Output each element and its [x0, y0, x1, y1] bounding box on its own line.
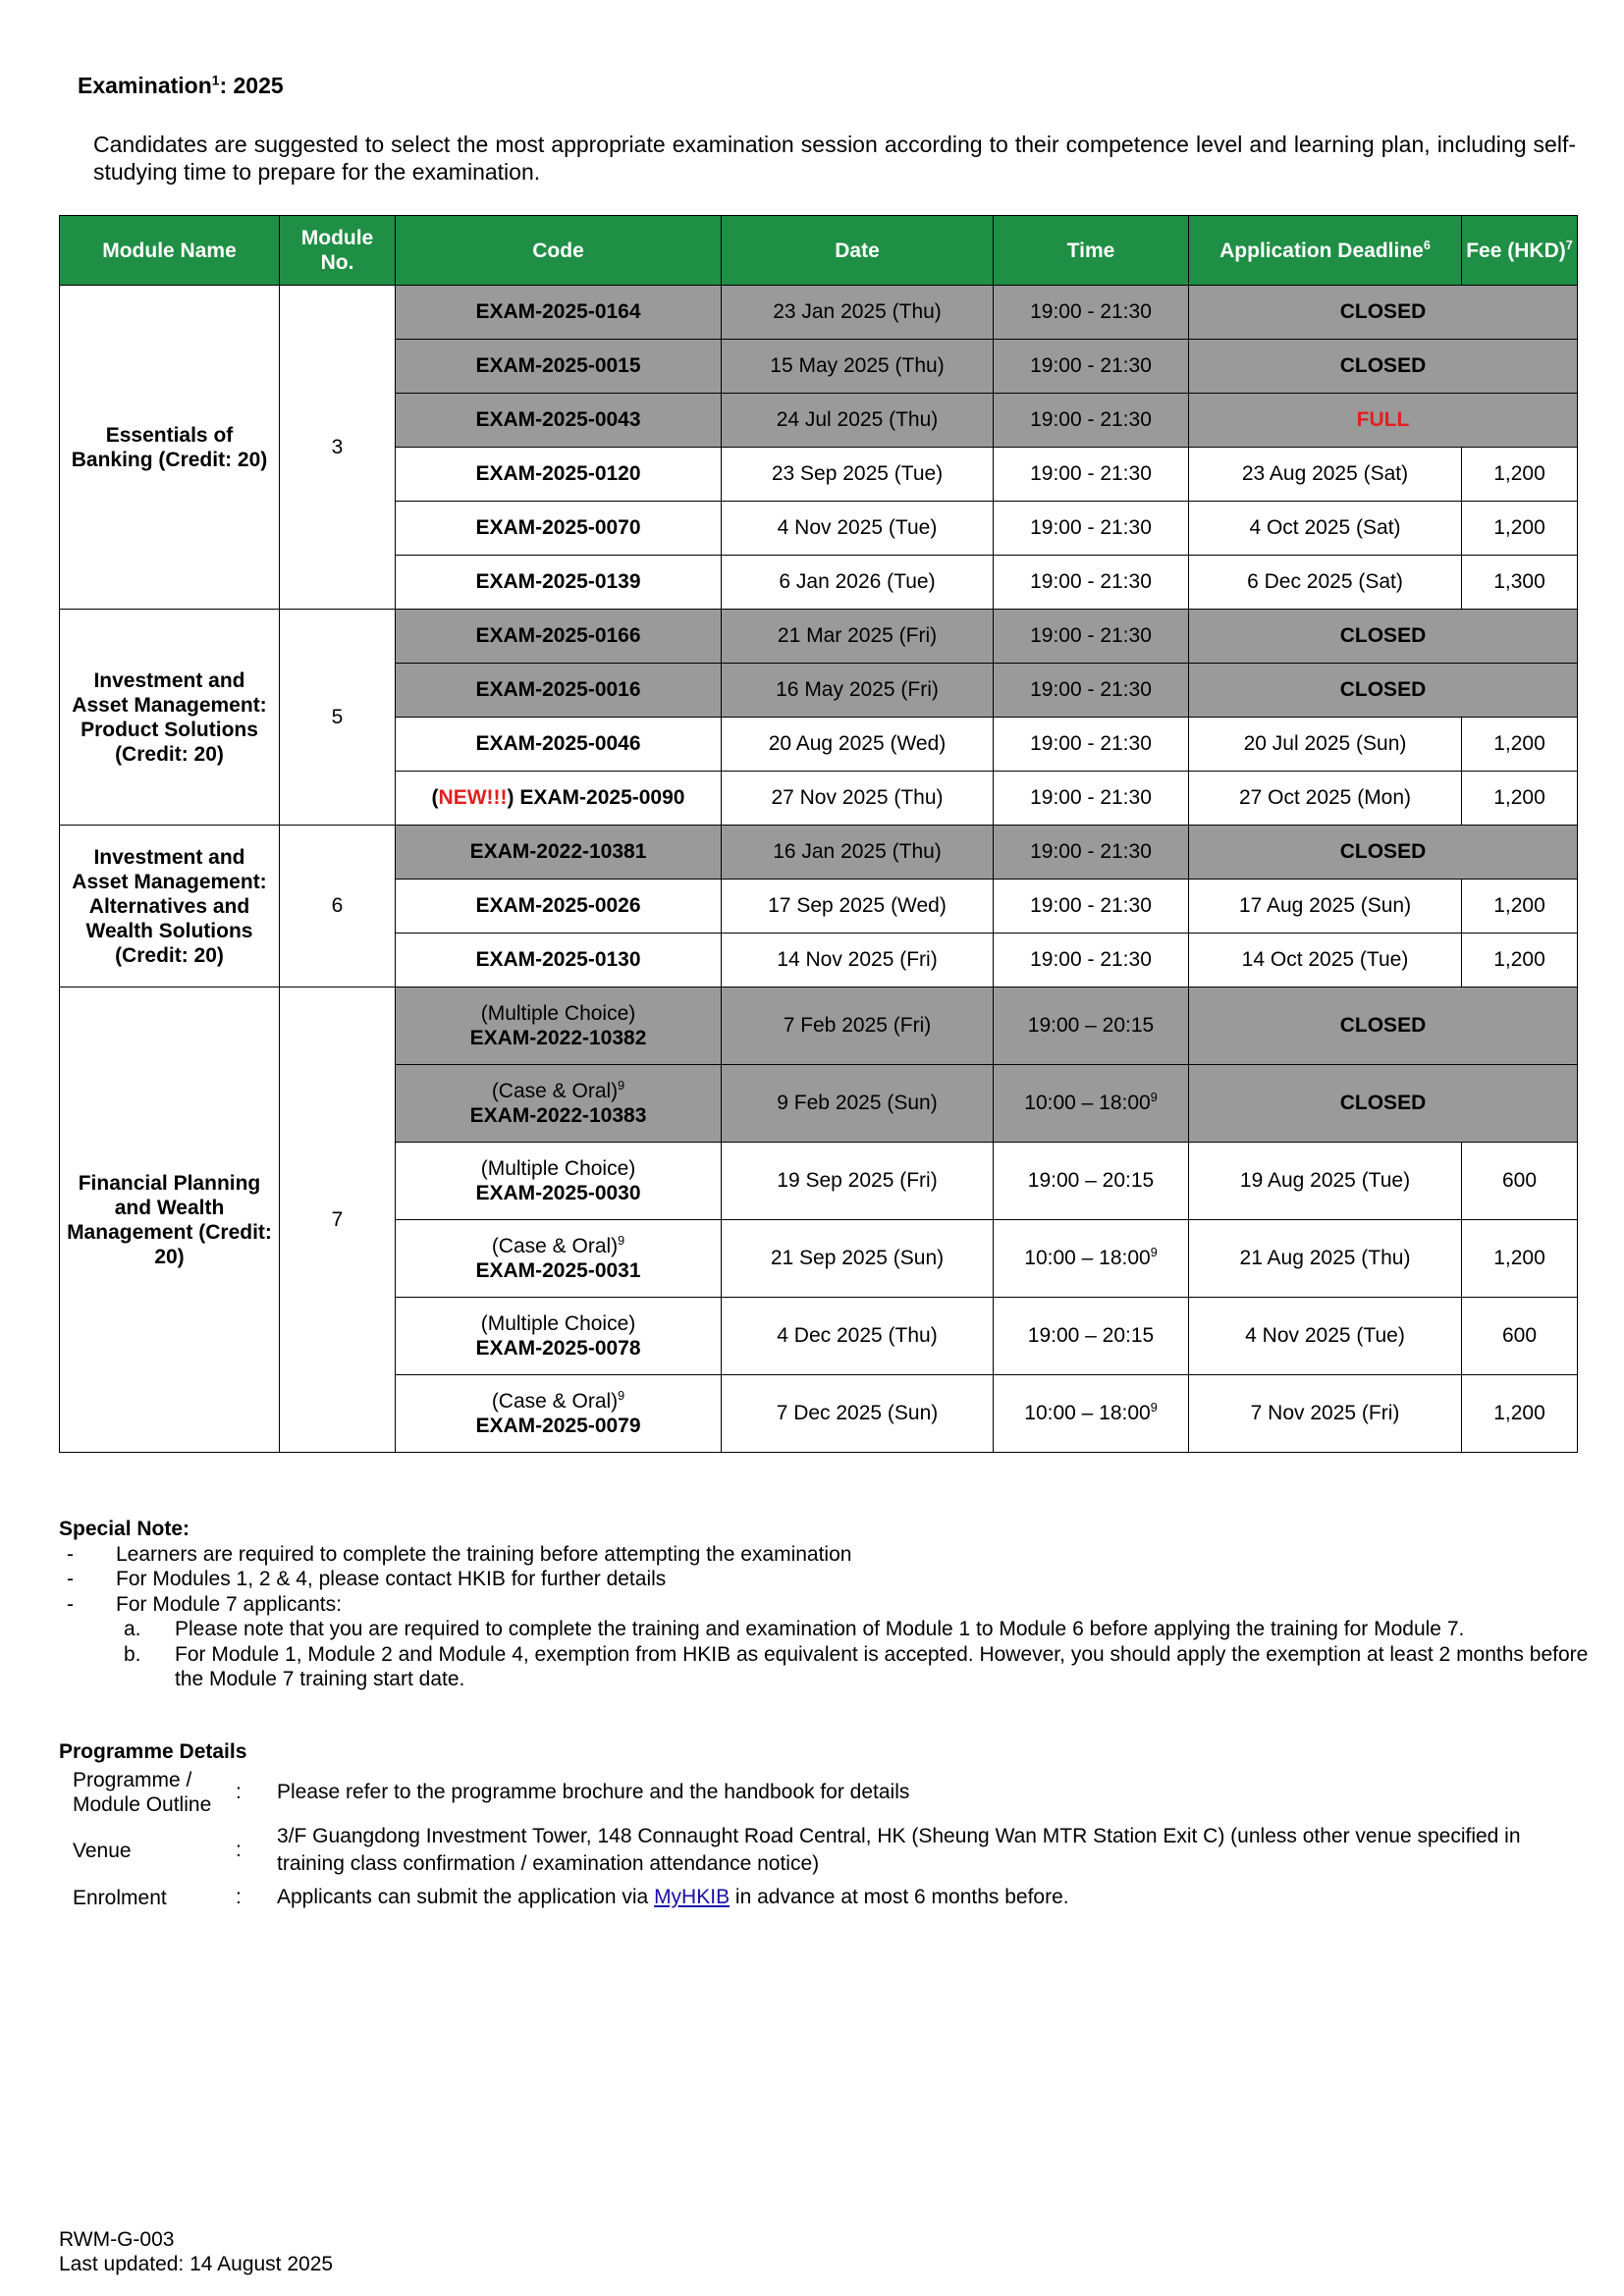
new-badge: NEW!!! — [438, 786, 508, 809]
code-cell: EXAM-2025-0016 — [396, 664, 722, 718]
code-cell: EXAM-2025-0120 — [396, 448, 722, 502]
code-cell: EXAM-2025-0164 — [396, 286, 722, 340]
header-time: Time — [994, 216, 1189, 286]
status-cell: CLOSED — [1189, 826, 1578, 880]
table-row — [60, 286, 1578, 340]
code-cell: EXAM-2025-0026 — [396, 880, 722, 934]
fee-cell: 1,200 — [1462, 448, 1578, 502]
code-cell: EXAM-2025-0166 — [396, 610, 722, 664]
date-cell: 23 Sep 2025 (Tue) — [722, 448, 994, 502]
time-cell: 19:00 – 20:15 — [994, 1143, 1189, 1220]
deadline-cell: 6 Dec 2025 (Sat) — [1189, 556, 1462, 610]
date-cell: 9 Feb 2025 (Sun) — [722, 1065, 994, 1143]
date-cell: 4 Nov 2025 (Tue) — [722, 502, 994, 556]
code-cell: EXAM-2025-0070 — [396, 502, 722, 556]
deadline-cell: 4 Nov 2025 (Tue) — [1189, 1298, 1462, 1375]
table-row — [60, 988, 1578, 1065]
fee-cell: 600 — [1462, 1298, 1578, 1375]
code-cell: EXAM-2025-0043 — [396, 394, 722, 448]
module-name-cell: Investment and Asset Management: Product Solutions (Credit: 20) — [60, 610, 280, 826]
list-item: - Learners are required to complete the training before attempting the examination — [67, 1542, 852, 1566]
status-cell: CLOSED — [1189, 610, 1578, 664]
time-cell: 19:00 - 21:30 — [994, 772, 1189, 826]
header-fee: Fee (HKD)$^7$ — [1462, 216, 1578, 286]
time-cell: 19:00 - 21:30 — [994, 556, 1189, 610]
exam-type-label: (Case & Oral)$^9$ — [491, 1079, 625, 1102]
time-cell: 19:00 - 21:30 — [994, 340, 1189, 394]
date-cell: 20 Aug 2025 (Wed) — [722, 718, 994, 772]
venue-value: 3/F Guangdong Investment Tower, 148 Connaught Road Central, HK (Sheung Wan MTR Station Exit C) (unless other venue specified in training class confirmation / examination attendance notice) — [277, 1825, 1521, 1875]
myhkib-link[interactable]: MyHKIB — [654, 1886, 731, 1908]
fee-cell: 1,300 — [1462, 556, 1578, 610]
time-cell: 10:00 – $18:00^9$ — [994, 1375, 1189, 1453]
date-cell: 7 Feb 2025 (Fri) — [722, 988, 994, 1065]
date-cell: 21 Mar 2025 (Fri) — [722, 610, 994, 664]
date-cell: 21 Sep 2025 (Sun) — [722, 1220, 994, 1298]
exam-type-label: (Case & Oral)$^9$ — [491, 1389, 625, 1413]
special-note-heading: Special Note: — [59, 1518, 190, 1540]
code-cell: (Case & Oral)$^9$ EXAM-2022-10383 — [396, 1065, 722, 1143]
module-no-cell: 3 — [280, 286, 396, 610]
fee-cell: 1,200 — [1462, 772, 1578, 826]
date-cell: 7 Dec 2025 (Sun) — [722, 1375, 994, 1453]
date-cell: 16 Jan 2025 (Thu) — [722, 826, 994, 880]
table-row — [60, 610, 1578, 664]
module-no-cell: 7 — [280, 988, 396, 1453]
time-cell: 19:00 - 21:30 — [994, 718, 1189, 772]
time-cell: 19:00 - 21:30 — [994, 610, 1189, 664]
deadline-cell: 20 Jul 2025 (Sun) — [1189, 718, 1462, 772]
date-cell: 23 Jan 2025 (Thu) — [722, 286, 994, 340]
deadline-cell: 4 Oct 2025 (Sat) — [1189, 502, 1462, 556]
venue-row: Venue : 3/F Guangdong Investment Tower, 148 Connaught Road Central, HK (Sheung Wan MTR Station Exit C) (unless other venue specified in training class confirmation / examination attendance notice) — [59, 1823, 1591, 1878]
date-cell: 27 Nov 2025 (Thu) — [722, 772, 994, 826]
date-cell: 24 Jul 2025 (Thu) — [722, 394, 994, 448]
programme-outline-row: Programme / Module Outline : Please refer to the programme brochure and the handbook for details — [59, 1768, 1591, 1817]
time-cell: 19:00 - 21:30 — [994, 826, 1189, 880]
header-module-name: Module Name — [60, 216, 280, 286]
enrolment-label: Enrolment — [73, 1886, 167, 1909]
deadline-cell: 27 Oct 2025 (Mon) — [1189, 772, 1462, 826]
deadline-cell: 7 Nov 2025 (Fri) — [1189, 1375, 1462, 1453]
outline-label: Programme / Module Outline — [73, 1769, 212, 1816]
code-cell: (Multiple Choice) EXAM-2022-10382 — [396, 988, 722, 1065]
code-cell: EXAM-2025-0130 — [396, 934, 722, 988]
fee-cell: 1,200 — [1462, 718, 1578, 772]
module-name-cell: Financial Planning and Wealth Management (Credit: 20) — [60, 988, 280, 1453]
header-deadline: Application Deadline$^6$ — [1189, 216, 1462, 286]
time-cell: 19:00 - 21:30 — [994, 664, 1189, 718]
exam-type-label: (Multiple Choice) — [480, 1002, 636, 1025]
sub-list-item: a. Please note that you are required to complete the training and examination of Module 1 to Module 6 before applying the training for Module 7. — [124, 1618, 1465, 1640]
module-no-cell: 5 — [280, 610, 396, 826]
time-cell: 19:00 – 20:15 — [994, 1298, 1189, 1375]
time-cell: 19:00 - 21:30 — [994, 502, 1189, 556]
date-cell: 6 Jan 2026 (Tue) — [722, 556, 994, 610]
footer — [59, 2227, 333, 2276]
header-module-no: Module No. — [280, 216, 396, 286]
status-cell: CLOSED — [1189, 1065, 1578, 1143]
deadline-cell: 14 Oct 2025 (Tue) — [1189, 934, 1462, 988]
exam-type-label: (Multiple Choice) — [480, 1157, 636, 1180]
time-cell: 10:00 – $18:00^9$ — [994, 1065, 1189, 1143]
examination-table — [59, 215, 1578, 1453]
fee-cell: 1,200 — [1462, 880, 1578, 934]
time-cell: 19:00 - 21:30 — [994, 394, 1189, 448]
fee-cell: 1,200 — [1462, 934, 1578, 988]
list-item: - For Module 7 applicants: — [67, 1592, 342, 1616]
status-cell: CLOSED — [1189, 664, 1578, 718]
date-cell: 16 May 2025 (Fri) — [722, 664, 994, 718]
code-cell: EXAM-2025-0046 — [396, 718, 722, 772]
programme-details — [59, 1740, 1591, 1917]
code-cell: EXAM-2022-10381 — [396, 826, 722, 880]
code-cell: EXAM-2025-0139 — [396, 556, 722, 610]
code-cell: (NEW!!!) EXAM-2025-0090 — [396, 772, 722, 826]
code-cell: (Case & Oral)$^9$ EXAM-2025-0079 — [396, 1375, 722, 1453]
intro-paragraph: Candidates are suggested to select the most appropriate examination session according to their competence level and learning plan, including self-studying time to prepare for the examination. — [93, 132, 1576, 185]
status-cell: CLOSED — [1189, 340, 1578, 394]
enrolment-row: Enrolment : Applicants can submit the application via MyHKIB in advance at most 6 months before. — [59, 1884, 1591, 1911]
fee-cell: 1,200 — [1462, 1220, 1578, 1298]
time-cell: 19:00 – 20:15 — [994, 988, 1189, 1065]
table-header-row — [60, 216, 1578, 286]
special-note — [59, 1517, 1591, 1692]
deadline-cell: 23 Aug 2025 (Sat) — [1189, 448, 1462, 502]
outline-value: Please refer to the programme brochure and the handbook for details — [277, 1781, 910, 1803]
code-cell: (Multiple Choice) EXAM-2025-0078 — [396, 1298, 722, 1375]
fee-cell: 600 — [1462, 1143, 1578, 1220]
sub-list-item: b. For Module 1, Module 2 and Module 4, exemption from HKIB as equivalent is accepted. However, you should apply the exemption at least 2 months before the Module 7 training start date. — [124, 1642, 1589, 1690]
fee-cell: 1,200 — [1462, 1375, 1578, 1453]
module-name-cell: Investment and Asset Management: Alternatives and Wealth Solutions (Credit: 20) — [60, 826, 280, 988]
code-cell: (Case & Oral)$^9$ EXAM-2025-0031 — [396, 1220, 722, 1298]
time-cell: 19:00 - 21:30 — [994, 286, 1189, 340]
last-updated: Last updated: 14 August 2025 — [59, 2253, 334, 2275]
header-code: Code — [396, 216, 722, 286]
header-date: Date — [722, 216, 994, 286]
status-cell: FULL — [1189, 394, 1578, 448]
programme-details-heading: Programme Details — [59, 1740, 247, 1763]
exam-type-label: (Case & Oral)$^9$ — [491, 1234, 625, 1257]
code-cell: (Multiple Choice) EXAM-2025-0030 — [396, 1143, 722, 1220]
time-cell: 19:00 - 21:30 — [994, 934, 1189, 988]
fee-cell: 1,200 — [1462, 502, 1578, 556]
date-cell: 14 Nov 2025 (Fri) — [722, 934, 994, 988]
date-cell: 4 Dec 2025 (Thu) — [722, 1298, 994, 1375]
page-title: Examination$^1$: 2025 — [78, 73, 284, 98]
exam-type-label: (Multiple Choice) — [480, 1312, 636, 1335]
list-item: - For Modules 1, 2 & 4, please contact HKIB for further details — [67, 1568, 667, 1590]
time-cell: 19:00 - 21:30 — [994, 880, 1189, 934]
deadline-cell: 21 Aug 2025 (Thu) — [1189, 1220, 1462, 1298]
module-no-cell: 6 — [280, 826, 396, 988]
code-cell: EXAM-2025-0015 — [396, 340, 722, 394]
enrolment-value: Applicants can submit the application via MyHKIB in advance at most 6 months before. — [277, 1886, 1069, 1908]
date-cell: 19 Sep 2025 (Fri) — [722, 1143, 994, 1220]
date-cell: 17 Sep 2025 (Wed) — [722, 880, 994, 934]
time-cell: 19:00 - 21:30 — [994, 448, 1189, 502]
time-cell: 10:00 – $18:00^9$ — [994, 1220, 1189, 1298]
deadline-cell: 17 Aug 2025 (Sun) — [1189, 880, 1462, 934]
status-cell: CLOSED — [1189, 988, 1578, 1065]
table-row — [60, 826, 1578, 880]
module-name-cell: Essentials of Banking (Credit: 20) — [60, 286, 280, 610]
date-cell: 15 May 2025 (Thu) — [722, 340, 994, 394]
venue-label: Venue — [73, 1839, 132, 1862]
deadline-cell: 19 Aug 2025 (Tue) — [1189, 1143, 1462, 1220]
doc-code: RWM-G-003 — [59, 2228, 175, 2251]
status-cell: CLOSED — [1189, 286, 1578, 340]
